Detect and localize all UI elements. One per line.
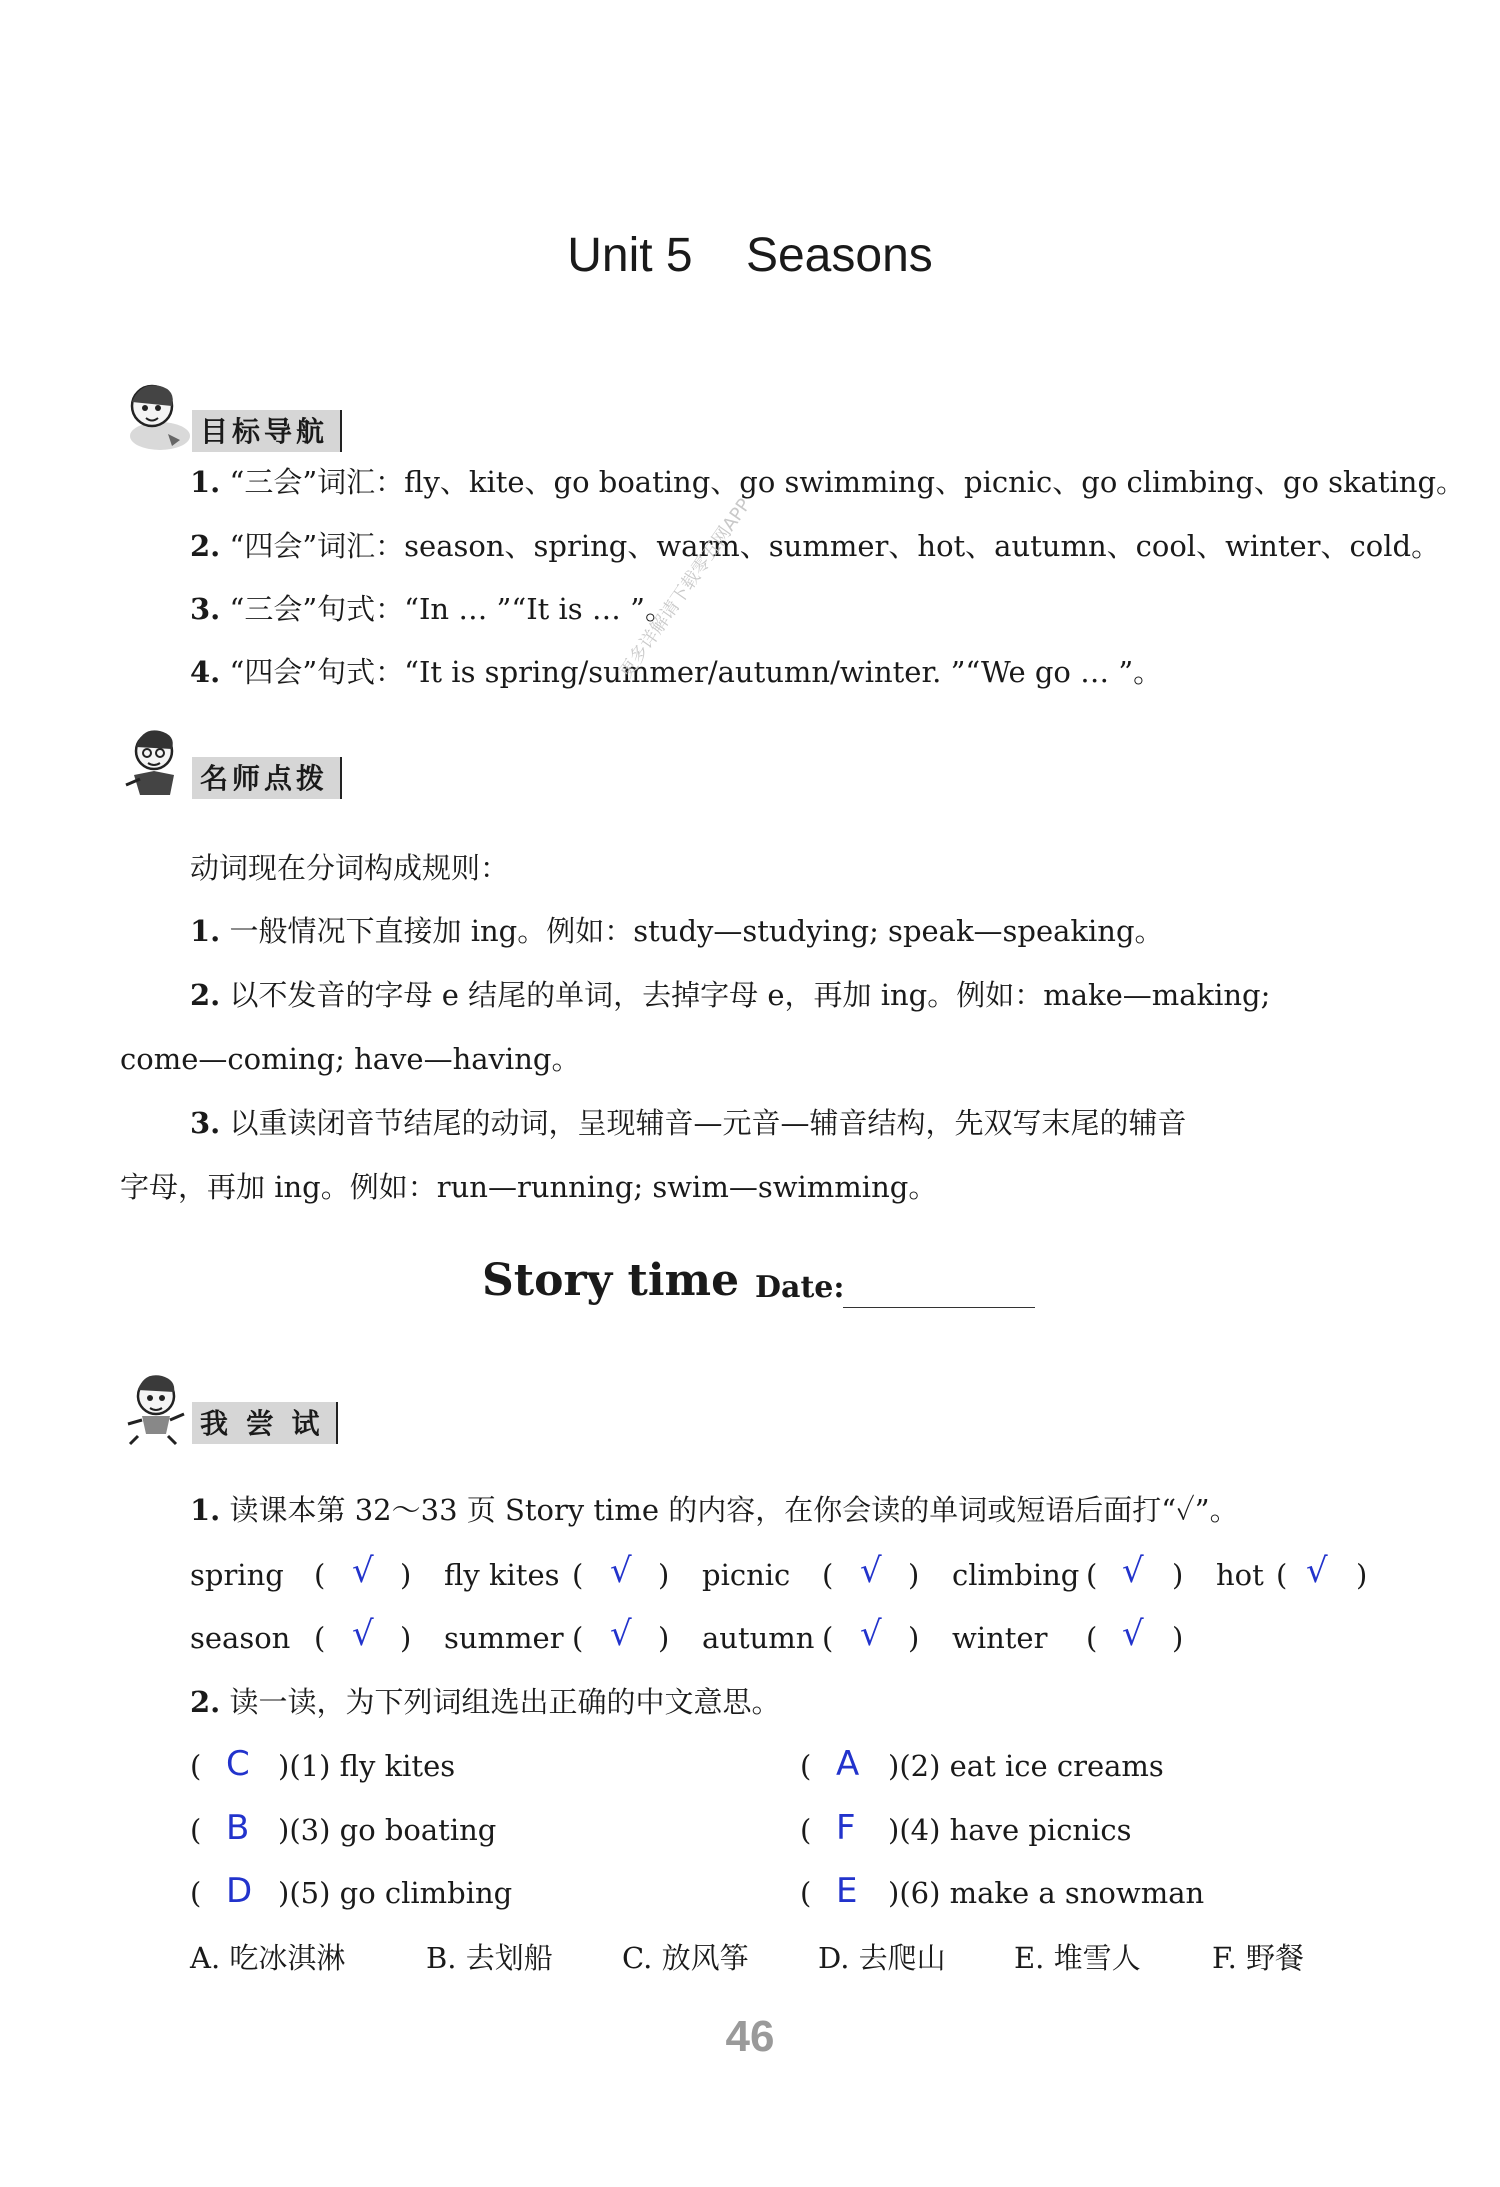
check-mark: √ [860, 1614, 882, 1654]
paren-left: ( [190, 1813, 202, 1847]
paren-right: ) [1172, 1621, 1184, 1655]
paren-right: ) [658, 1558, 670, 1592]
option-item: D. 去爬山 [818, 1941, 946, 1975]
options-row [0, 1938, 1500, 1986]
tips-rule: 3. 以重读闭音节结尾的动词，呈现辅音—元音—辅音结构，先双写末尾的辅音 [190, 1106, 1187, 1140]
question-1: 1. 读课本第 32～33 页 Story time 的内容，在你会读的单词或短语后面打“✓”。 [190, 1493, 1239, 1527]
tips-rule-cont: come—coming; have—having。 [120, 1042, 581, 1076]
word-item: hot [1216, 1558, 1264, 1592]
word-item: summer [444, 1621, 564, 1655]
paren-right: ) [908, 1621, 920, 1655]
match-item: )(4) have picnics [888, 1813, 1132, 1847]
check-mark: √ [610, 1614, 632, 1654]
answer-letter: C [226, 1744, 250, 1784]
boy-mascot-icon [120, 1370, 192, 1448]
answer-letter: A [836, 1744, 860, 1784]
match-row [0, 1746, 1500, 1794]
goal-item: 2. “四会”词汇：season、spring、warm、summer、hot、autumn、cool、winter、cold。 [190, 529, 1441, 563]
date-blank-line [843, 1307, 1035, 1308]
goal-item: 3. “三会”句式：“In … ”“It is … ”。 [190, 592, 674, 626]
option-item: F. 野餐 [1212, 1941, 1305, 1975]
paren-right: ) [400, 1558, 412, 1592]
check-mark: √ [610, 1551, 632, 1591]
paren-left: ( [190, 1876, 202, 1910]
answer-letter: B [226, 1808, 250, 1848]
option-item: A. 吃冰淇淋 [190, 1941, 346, 1975]
date-label: Date: [755, 1270, 845, 1305]
question-2: 2. 读一读，为下列词组选出正确的中文意思。 [190, 1685, 781, 1719]
option-item: E. 堆雪人 [1014, 1941, 1141, 1975]
paren-left: ( [572, 1621, 584, 1655]
paren-left: ( [822, 1558, 834, 1592]
match-item: )(3) go boating [278, 1813, 497, 1847]
page-number: 46 [725, 2012, 775, 2061]
match-row [0, 1873, 1500, 1921]
paren-left: ( [800, 1813, 812, 1847]
paren-left: ( [314, 1621, 326, 1655]
teacher-mascot-icon [120, 725, 192, 803]
tips-intro: 动词现在分词构成规则： [190, 851, 510, 885]
paren-left: ( [1086, 1558, 1098, 1592]
tips-rule: 1. 一般情况下直接加 ing。例如：study—studying; speak—speaking。 [190, 914, 1164, 948]
word-item: picnic [702, 1558, 791, 1592]
watermark-text: 更多详解请下载零五网APP [615, 494, 756, 683]
page-title: Unit 5 Seasons [567, 229, 933, 282]
paren-right: ) [908, 1558, 920, 1592]
match-item: )(1) fly kites [278, 1749, 456, 1783]
check-mark: √ [860, 1551, 882, 1591]
word-item: autumn [702, 1621, 815, 1655]
answer-letter: D [226, 1871, 253, 1911]
answer-letter: E [836, 1871, 858, 1911]
check-row-1 [0, 1551, 1500, 1599]
paren-left: ( [822, 1621, 834, 1655]
match-item: )(5) go climbing [278, 1876, 513, 1910]
girl-mascot-icon [120, 378, 192, 456]
word-item: spring [190, 1558, 284, 1592]
goal-item: 1. “三会”词汇：fly、kite、go boating、go swimming、picnic、go climbing、go skating。 [190, 465, 1466, 499]
goal-item: 4. “四会”句式：“It is spring/summer/autumn/winter. ”“We go … ”。 [190, 655, 1163, 689]
paren-left: ( [572, 1558, 584, 1592]
section-label-try: 我 尝 试 [192, 1402, 338, 1444]
paren-right: ) [1356, 1558, 1368, 1592]
paren-left: ( [190, 1749, 202, 1783]
section-label-tips: 名师点拨 [192, 757, 342, 799]
match-item: )(2) eat ice creams [888, 1749, 1164, 1783]
word-item: winter [952, 1621, 1048, 1655]
section-label-goals: 目标导航 [192, 410, 342, 452]
paren-right: ) [400, 1621, 412, 1655]
word-item: season [190, 1621, 291, 1655]
match-item: )(6) make a snowman [888, 1876, 1205, 1910]
paren-right: ) [658, 1621, 670, 1655]
check-mark: √ [1306, 1551, 1328, 1591]
paren-left: ( [1276, 1558, 1288, 1592]
paren-left: ( [1086, 1621, 1098, 1655]
check-mark: √ [352, 1551, 374, 1591]
story-time-title: Story time [482, 1255, 740, 1306]
check-mark: √ [1122, 1614, 1144, 1654]
check-mark: √ [1122, 1551, 1144, 1591]
option-item: C. 放风筝 [622, 1941, 749, 1975]
answer-letter: F [836, 1808, 856, 1848]
word-item: fly kites [444, 1558, 560, 1592]
tips-rule: 2. 以不发音的字母 e 结尾的单词，去掉字母 e，再加 ing。例如：make—making; [190, 978, 1271, 1012]
option-item: B. 去划船 [426, 1941, 553, 1975]
paren-left: ( [314, 1558, 326, 1592]
match-row [0, 1810, 1500, 1858]
paren-left: ( [800, 1876, 812, 1910]
check-mark: √ [352, 1614, 374, 1654]
word-item: climbing [952, 1558, 1080, 1592]
paren-left: ( [800, 1749, 812, 1783]
check-row-2 [0, 1614, 1500, 1662]
paren-right: ) [1172, 1558, 1184, 1592]
tips-rule-cont: 字母，再加 ing。例如：run—running; swim—swimming。 [120, 1170, 938, 1204]
